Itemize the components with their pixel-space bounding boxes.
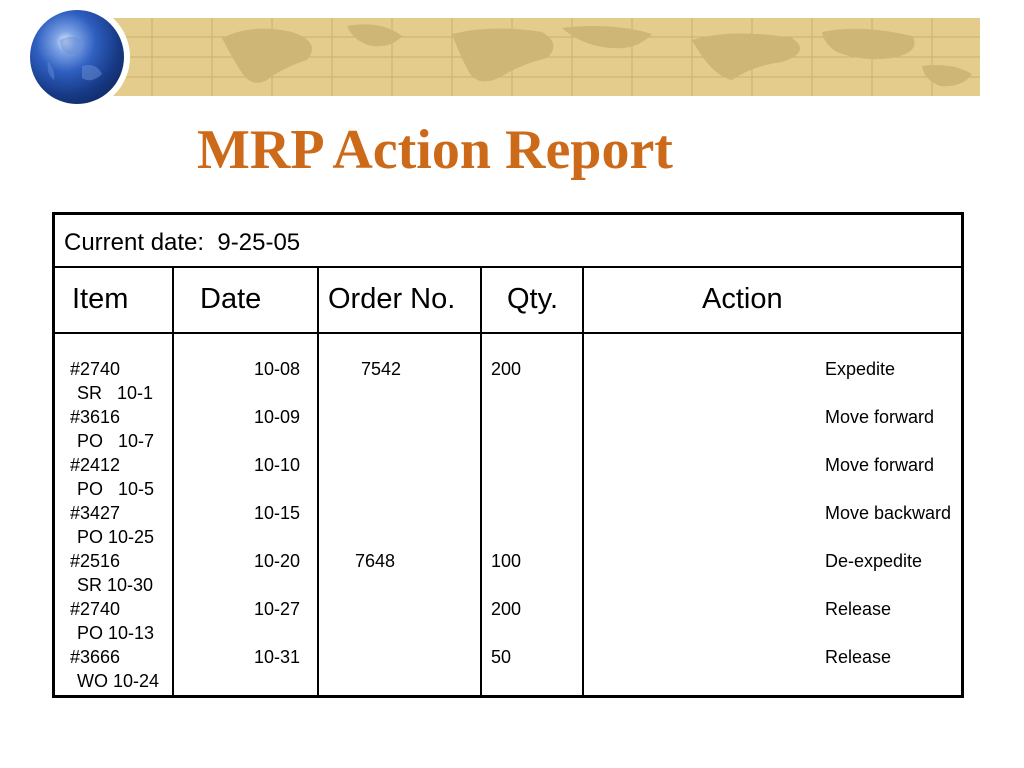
- row-qty: 100: [491, 551, 522, 571]
- column-header-item: Item: [72, 283, 129, 315]
- column-header-order-no: Order No.: [328, 283, 456, 315]
- row-date: 10-27: [254, 599, 301, 619]
- row-qty: 200: [491, 599, 522, 619]
- current-date-row: [55, 215, 961, 268]
- row-item-source: WO 10-24: [77, 671, 160, 691]
- page-title: MRP Action Report: [197, 119, 673, 181]
- row-item-number: #3427: [70, 503, 121, 523]
- world-map-graphic: [92, 18, 980, 96]
- column-header-action: Action: [702, 283, 783, 315]
- row-qty: 50: [491, 647, 512, 667]
- row-action: Move backward: [825, 503, 952, 523]
- row-item-source: SR 10-1: [77, 383, 154, 403]
- row-item-source: PO 10-5: [77, 479, 155, 499]
- current-date-label: Current date: 9-25-05: [64, 229, 301, 256]
- mrp-action-report-table: [52, 212, 964, 698]
- column-divider: [317, 268, 319, 698]
- row-date: 10-08: [254, 359, 301, 379]
- row-action: Move forward: [825, 455, 935, 475]
- row-action: Move forward: [825, 407, 935, 427]
- row-action: Expedite: [825, 359, 896, 379]
- row-qty: 200: [491, 359, 522, 379]
- column-divider: [582, 268, 584, 698]
- row-date: 10-31: [254, 647, 301, 667]
- row-action: De-expedite: [825, 551, 923, 571]
- row-date: 10-10: [254, 455, 301, 475]
- header-banner: [0, 0, 1024, 110]
- row-item-source: PO 10-25: [77, 527, 155, 547]
- column-header-qty: Qty.: [507, 283, 559, 315]
- row-item-number: #2516: [70, 551, 121, 571]
- row-item-number: #3666: [70, 647, 121, 667]
- row-order-no: 7648: [355, 551, 396, 571]
- row-item-source: PO 10-7: [77, 431, 155, 451]
- row-order-no: 7542: [361, 359, 402, 379]
- table-header-row: [55, 268, 961, 334]
- row-action: Release: [825, 599, 892, 619]
- row-date: 10-15: [254, 503, 301, 523]
- globe-icon: [30, 10, 124, 104]
- row-item-source: SR 10-30: [77, 575, 154, 595]
- column-header-date: Date: [200, 283, 262, 315]
- row-date: 10-20: [254, 551, 301, 571]
- row-item-number: #2740: [70, 359, 121, 379]
- row-item-number: #2740: [70, 599, 121, 619]
- world-map-banner: [92, 18, 980, 96]
- column-divider: [172, 268, 174, 698]
- row-date: 10-09: [254, 407, 301, 427]
- column-divider: [480, 268, 482, 698]
- row-item-source: PO 10-13: [77, 623, 155, 643]
- row-item-number: #3616: [70, 407, 121, 427]
- row-item-number: #2412: [70, 455, 121, 475]
- row-action: Release: [825, 647, 892, 667]
